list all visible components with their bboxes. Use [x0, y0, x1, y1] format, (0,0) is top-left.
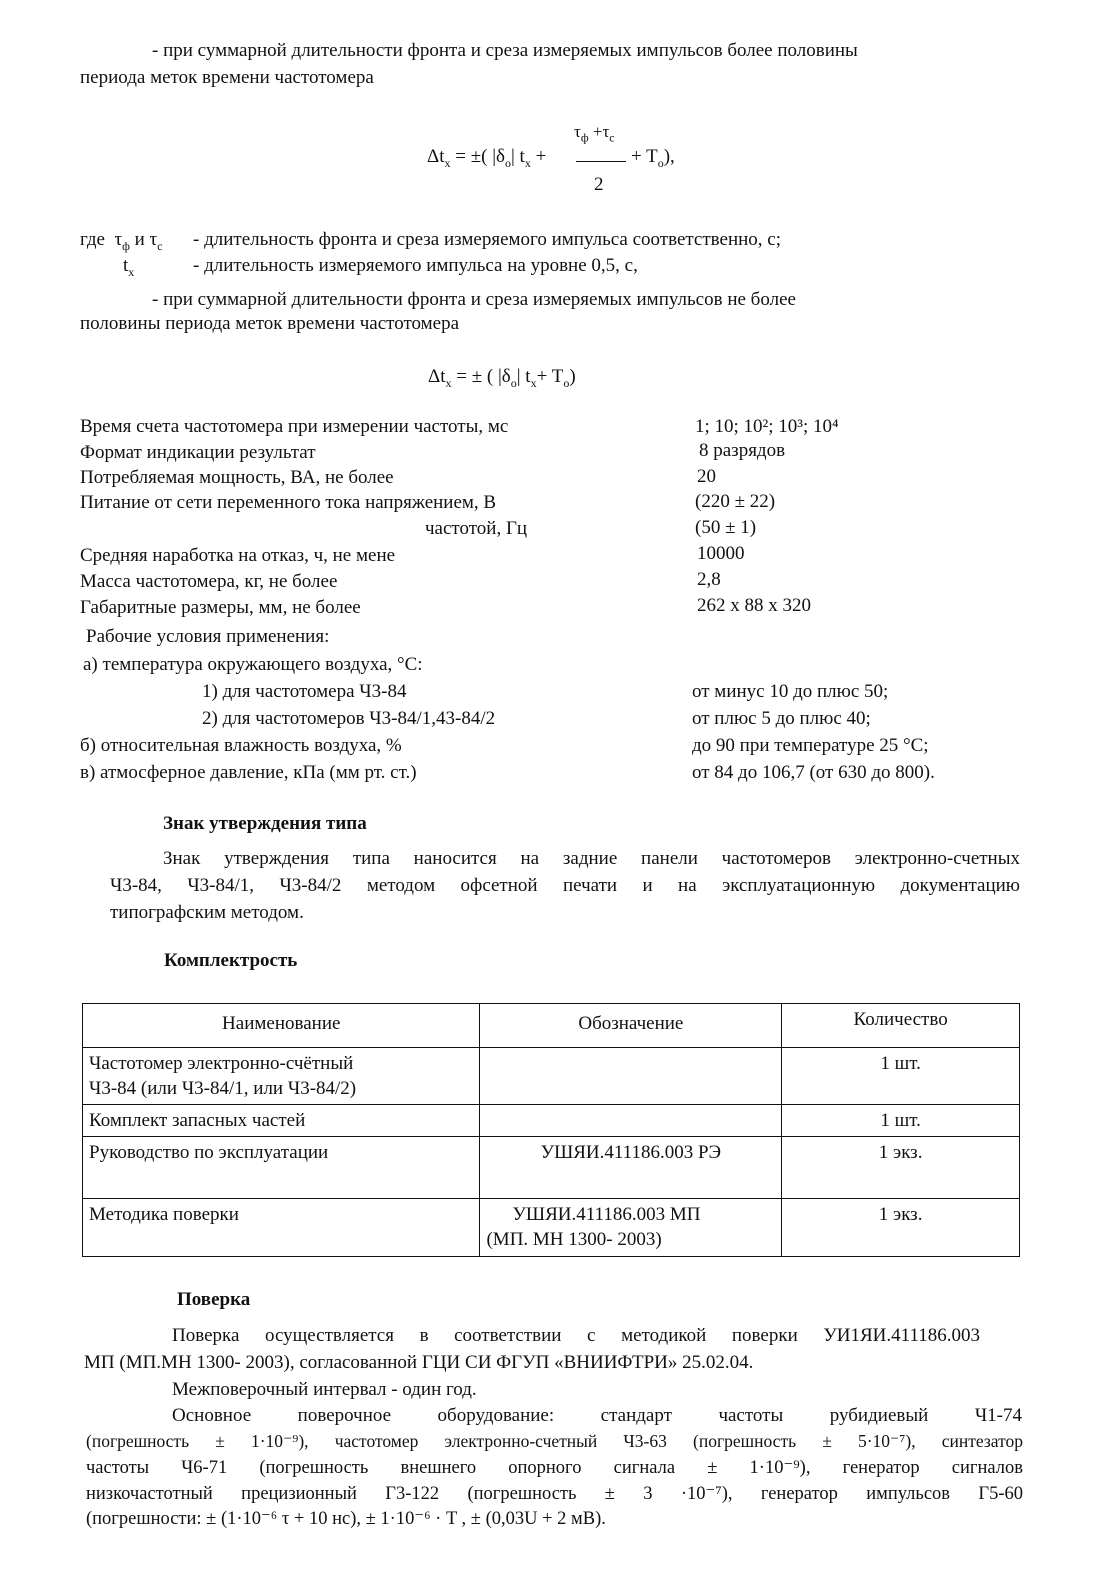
spec-value: 8 разрядов: [699, 440, 786, 461]
table-row: [83, 1199, 1020, 1257]
spec-label: Масса частотомера, кг, не более: [80, 571, 338, 592]
paragraph-line: низкочастотный прецизионный Г3-122 (погрешность ± 3 ·10⁻⁷), генератор импульсов Г5-60: [86, 1484, 1023, 1504]
formula-denominator: 2: [594, 174, 604, 195]
cell-qty: 1 экз.: [782, 1199, 1020, 1257]
column-header: Обозначение: [480, 1004, 782, 1048]
table-header-row: [83, 1004, 1020, 1048]
spec-label: Питание от сети переменного тока напряжением, В: [80, 492, 497, 513]
cell-code: [480, 1105, 782, 1137]
cell-name: Методика поверки: [83, 1199, 480, 1257]
paragraph-line: периода меток времени частотомера: [80, 67, 374, 88]
paragraph-line: типографским методом.: [110, 902, 304, 923]
conditions-title: Рабочие условия применения:: [86, 626, 330, 647]
cell-name: Руководство по эксплуатации: [83, 1137, 480, 1199]
paragraph-line: - при суммарной длительности фронта и среза измеряемых импульсов более половины: [152, 40, 858, 61]
paragraph-line: (погрешности: ± (1·10⁻⁶ τ + 10 нс), ± 1·10⁻⁶ · T , ± (0,03U + 2 мВ).: [86, 1509, 606, 1529]
formula-numerator: $\tau_ф +\tau_с$: [574, 122, 615, 145]
paragraph-line: Межповерочный интервал - один год.: [172, 1379, 477, 1400]
cell-code: [480, 1048, 782, 1105]
where-symbol-tx: $t_x$: [123, 255, 135, 279]
spec-value: 10000: [697, 543, 745, 564]
paragraph-line: Основное поверочное оборудование: стандарт частоты рубидиевый Ч1-74: [172, 1405, 1022, 1426]
conditions-item: в) атмосферное давление, кПа (мм рт. ст.): [80, 762, 417, 783]
cell-code: [480, 1199, 782, 1257]
section-heading: Знак утверждения типа: [163, 813, 367, 834]
spec-value: 262 х 88 х 320: [697, 595, 811, 616]
fraction-bar: [576, 161, 626, 162]
section-heading: Поверка: [177, 1289, 251, 1310]
conditions-item: 2) для частотомеров Ч3-84/1,43-84/2: [202, 708, 496, 729]
spec-label: Средняя наработка на отказ, ч, не мене: [80, 545, 396, 566]
spec-value: 1; 10; 10²; 10³; 10⁴: [695, 416, 839, 437]
formula-main: $\Delta t_x$ = ±( $|\delta_o|$ $t_x$ +: [427, 146, 547, 170]
spec-label: частотой, Гц: [425, 518, 528, 539]
conditions-value: от 84 до 106,7 (от 630 до 800).: [692, 762, 935, 783]
column-header: Наименование: [83, 1004, 480, 1048]
cell-name: [83, 1048, 480, 1105]
cell-qty: 1 экз.: [782, 1137, 1020, 1199]
table-row: [83, 1137, 1020, 1199]
paragraph-line: частоты Ч6-71 (погрешность внешнего опорного сигнала ± 1·10⁻⁹), генератор сигналов: [86, 1458, 1023, 1478]
cell-name: Комплект запасных частей: [83, 1105, 480, 1137]
conditions-value: до 90 при температуре 25 °С;: [692, 735, 929, 756]
where-line-1: где $\tau_ф$ и $\tau_с$: [80, 229, 163, 253]
conditions-item: б) относительная влажность воздуха, %: [80, 735, 402, 756]
paragraph-line: Поверка осуществляется в соответствии с методикой поверки УИ1ЯИ.411186.003: [172, 1325, 980, 1346]
spec-label: Потребляемая мощность, ВА, не более: [80, 467, 394, 488]
cell-code: УШЯИ.411186.003 РЭ: [480, 1137, 782, 1199]
conditions-item: 1) для частотомера Ч3-84: [202, 681, 407, 702]
paragraph-line: половины периода меток времени частотомера: [80, 313, 460, 334]
formula-2: $\Delta t_x$ = ± ( $|\delta_o|$ $t_x+ T_o$): [428, 366, 576, 390]
conditions-value: от плюс 5 до плюс 40;: [692, 708, 871, 729]
conditions-item: а) температура окружающего воздуха, °С:: [83, 654, 423, 675]
paragraph-line: (погрешность ± 1·10⁻⁹), частотомер электронно-счетный Ч3-63 (погрешность ± 5·10⁻⁷), синтезатор: [86, 1431, 1023, 1451]
column-header: Количество: [782, 1004, 1020, 1048]
spec-value: 20: [697, 466, 716, 487]
paragraph-line: - при суммарной длительности фронта и среза измеряемых импульсов не более: [152, 289, 796, 310]
cell-text: Ч3-84 (или Ч3-84/1, или Ч3-84/2): [89, 1078, 357, 1099]
spec-label: Формат индикации результат: [80, 442, 316, 463]
where-desc-2: - длительность измеряемого импульса на уровне 0,5, с,: [193, 255, 638, 276]
spec-value: (50 ± 1): [695, 517, 757, 538]
spec-label: Габаритные размеры, мм, не более: [80, 597, 361, 618]
paragraph-line: МП (МП.МН 1300- 2003), согласованной ГЦИ СИ ФГУП «ВНИИФТРИ» 25.02.04.: [84, 1352, 754, 1373]
table-row: [83, 1048, 1020, 1105]
paragraph-line: Знак утверждения типа наносится на задние панели частотомеров электронно-счетных: [163, 848, 1020, 869]
komplekt-table: [82, 1003, 1020, 1257]
spec-value: 2,8: [697, 569, 721, 590]
section-heading: Комплектрость: [164, 950, 298, 971]
cell-text: УШЯИ.411186.003 МП: [512, 1204, 701, 1225]
formula-tail: + $T_o$),: [631, 146, 675, 170]
cell-qty: 1 шт.: [782, 1105, 1020, 1137]
table-row: [83, 1105, 1020, 1137]
cell-text: (МП. МН 1300- 2003): [486, 1229, 662, 1250]
paragraph-line: Ч3-84, Ч3-84/1, Ч3-84/2 методом офсетной печати и на эксплуатационную документацию: [110, 875, 1020, 896]
where-desc-1: - длительность фронта и среза измеряемого импульса соответственно, с;: [193, 229, 782, 250]
spec-label: Время счета частотомера при измерении частоты, мс: [80, 416, 509, 437]
cell-text: Частотомер электронно-счётный: [89, 1053, 354, 1074]
conditions-value: от минус 10 до плюс 50;: [692, 681, 889, 702]
cell-qty: 1 шт.: [782, 1048, 1020, 1105]
spec-value: (220 ± 22): [695, 491, 776, 512]
